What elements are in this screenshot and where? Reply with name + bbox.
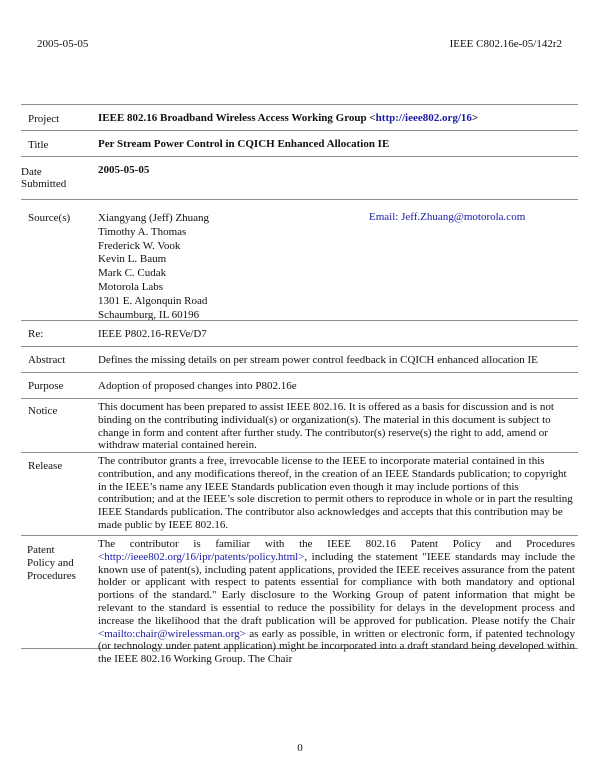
value-title: Per Stream Power Control in CQICH Enhanced Allocation IE xyxy=(98,138,390,150)
page-number: 0 xyxy=(297,742,303,754)
value-date-submitted: 2005-05-05 xyxy=(98,164,150,176)
label-date-line2: Submitted xyxy=(21,178,67,190)
row-abstract xyxy=(21,346,578,372)
source-line: Frederick W. Vook xyxy=(98,239,181,252)
patent-text: The contributor is familiar with the IEEE 802.16 Patent Policy and Procedures xyxy=(98,538,575,550)
label-purpose: Purpose xyxy=(28,380,64,392)
row-date-submitted xyxy=(21,156,578,199)
row-title xyxy=(21,130,578,156)
value-project xyxy=(98,112,575,125)
source-line: Schaumburg, IL 60196 xyxy=(98,308,200,321)
label-title: Title xyxy=(28,139,49,151)
project-suffix: > xyxy=(471,112,479,124)
source-line: Timothy A. Thomas xyxy=(98,225,187,238)
label-re: Re: xyxy=(28,328,44,340)
label-project: Project xyxy=(28,113,60,125)
value-notice: This document has been prepared to assist IEEE 802.16. It is offered as a basis for discussion and is not binding on the contributing individual(s) or organization(s). The material in this document is subject to change in form and content after further study. The contributor(s) reserve(s) the right to add, amend or withdraw material contained herein. xyxy=(98,401,554,452)
value-patent xyxy=(98,538,575,666)
value-release: The contributor grants a free, irrevocable license to the IEEE to incorporate material contained in this contribution, and any modifications thereof, in the creation of an IEEE Standards publication; to copyright in the IEEE’s name any IEEE Standards publication even though it may include portions of this contribution; and at the IEEE’s sole discretion to permit others to reproduce in whole or in part the resulting IEEE Standards publication. The contributor also acknowledges and accepts that this contribution may be made public by IEEE 802.16. xyxy=(98,455,573,531)
row-purpose xyxy=(21,372,578,398)
label-date-line1: Date xyxy=(21,166,42,178)
sources-list xyxy=(98,212,575,322)
header-date: 2005-05-05 xyxy=(37,38,89,50)
cover-table xyxy=(21,104,578,666)
project-link[interactable]: http://ieee802.org/16 xyxy=(375,112,472,124)
patent-text: , including the statement "IEEE standards may include the known use of patent(s), including patent applications, provided the IEEE receives assurance from the patent holder or applicant with respect to patents essential for compliance with both mandatory and optional portions of the standard." Early disclosure to the Working Group of patent information that might be relevant to the standard is essential to reduce the possibility for delays in the development process and increase the likelihood that the draft publication will be approved for publication. Please notify the Chair xyxy=(98,550,575,627)
label-sources: Source(s) xyxy=(28,212,71,224)
row-project xyxy=(21,104,578,130)
row-sources xyxy=(21,199,578,320)
value-abstract: Defines the missing details on per stream power control feedback in CQICH enhanced allocation IE xyxy=(98,354,538,366)
source-line: Kevin L. Baum xyxy=(98,253,167,266)
source-line: Motorola Labs xyxy=(98,280,164,293)
project-text: IEEE 802.16 Broadband Wireless Access Working Group < xyxy=(98,112,376,124)
source-line: Mark C. Cudak xyxy=(98,267,167,280)
chair-email-link[interactable]: <mailto:chair@wirelessman.org> xyxy=(98,627,246,640)
source-line: 1301 E. Algonquin Road xyxy=(98,294,208,307)
header-doc-id: IEEE C802.16e-05/142r2 xyxy=(449,38,562,50)
label-date xyxy=(21,166,66,190)
value-re: IEEE P802.16-REVe/D7 xyxy=(98,328,207,340)
label-abstract: Abstract xyxy=(28,354,66,366)
label-patent-line1: Patent xyxy=(27,544,55,556)
label-patent xyxy=(27,544,76,583)
label-notice: Notice xyxy=(28,405,58,417)
label-patent-line3: Procedures xyxy=(27,570,76,582)
row-re xyxy=(21,320,578,346)
patent-policy-link[interactable]: <http://ieee802.org/16/ipr/patents/policy.html> xyxy=(98,550,305,563)
row-patent xyxy=(21,535,578,666)
label-patent-line2: Policy and xyxy=(27,557,74,569)
patent-text: as early as possible, in written or electronic form, if patented technology (or technology under patent application) might be incorporated into a draft standard being developed within the IEEE 802.16 Working Group. The Chair xyxy=(98,627,575,666)
value-purpose: Adoption of proposed changes into P802.16e xyxy=(98,380,297,392)
source-email[interactable]: Email: Jeff.Zhuang@motorola.com xyxy=(369,211,526,223)
row-release xyxy=(21,452,578,535)
row-notice xyxy=(21,398,578,452)
label-release: Release xyxy=(28,460,63,472)
source-line: Xiangyang (Jeff) Zhuang xyxy=(98,212,209,224)
